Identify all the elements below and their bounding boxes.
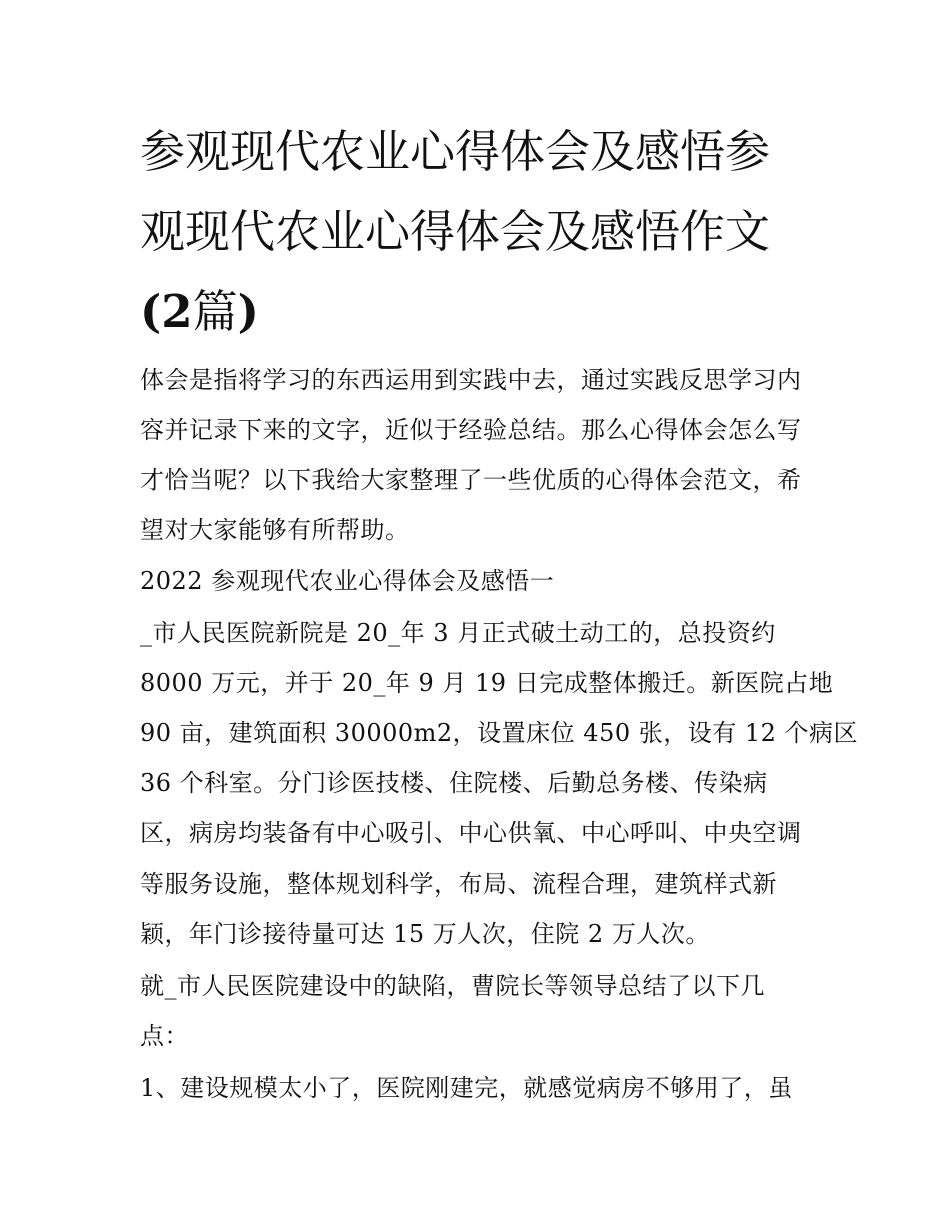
- body-line: 容并记录下来的文字，近似于经验总结。那么心得体会怎么写: [140, 416, 802, 444]
- body-line: 等服务设施，整体规划科学，布局、流程合理，建筑样式新: [140, 870, 777, 898]
- body-line: 望对大家能够有所帮助。: [140, 516, 410, 544]
- body-line: _市人民医院新院是 20_年 3 月正式破土动工的，总投资约: [140, 619, 776, 647]
- title-count-unit: 篇: [192, 285, 238, 338]
- body-line: 颖，年门诊接待量可达 15 万人次，住院 2 万人次。: [140, 920, 710, 948]
- body-line: 8000 万元，并于 20_年 9 月 19 日完成整体搬迁。新医院占地: [140, 669, 834, 697]
- body-line: 就_市人民医院建设中的缺陷，曹院长等领导总结了以下几: [140, 972, 765, 1000]
- body-line: 区，病房均装备有中心吸引、中心供氧、中心呼叫、中央空调: [140, 819, 802, 847]
- section-heading: 2022 参观现代农业心得体会及感悟一: [140, 567, 555, 595]
- document-title: [140, 112, 812, 352]
- title-text: 参观现代农业心得体会及感悟参观现代农业心得体会及感悟作文: [140, 125, 771, 258]
- body-line: 36 个科室。分门诊医技楼、住院楼、后勤总务楼、传染病: [140, 769, 768, 797]
- body-line: 1、建设规模太小了，医院刚建完，就感觉病房不够用了，虽: [140, 1074, 793, 1102]
- body-line: 90 亩，建筑面积 30000m2，设置床位 450 张，设有 12 个病区: [140, 719, 859, 747]
- body-line: 体会是指将学习的东西运用到实践中去，通过实践反思学习内: [140, 366, 802, 394]
- body-line: 才恰当呢？以下我给大家整理了一些优质的心得体会范文，希: [140, 466, 802, 494]
- body-line: 点：: [140, 1022, 189, 1050]
- title-count-close: ): [237, 285, 259, 338]
- title-count-open: (2: [140, 285, 193, 338]
